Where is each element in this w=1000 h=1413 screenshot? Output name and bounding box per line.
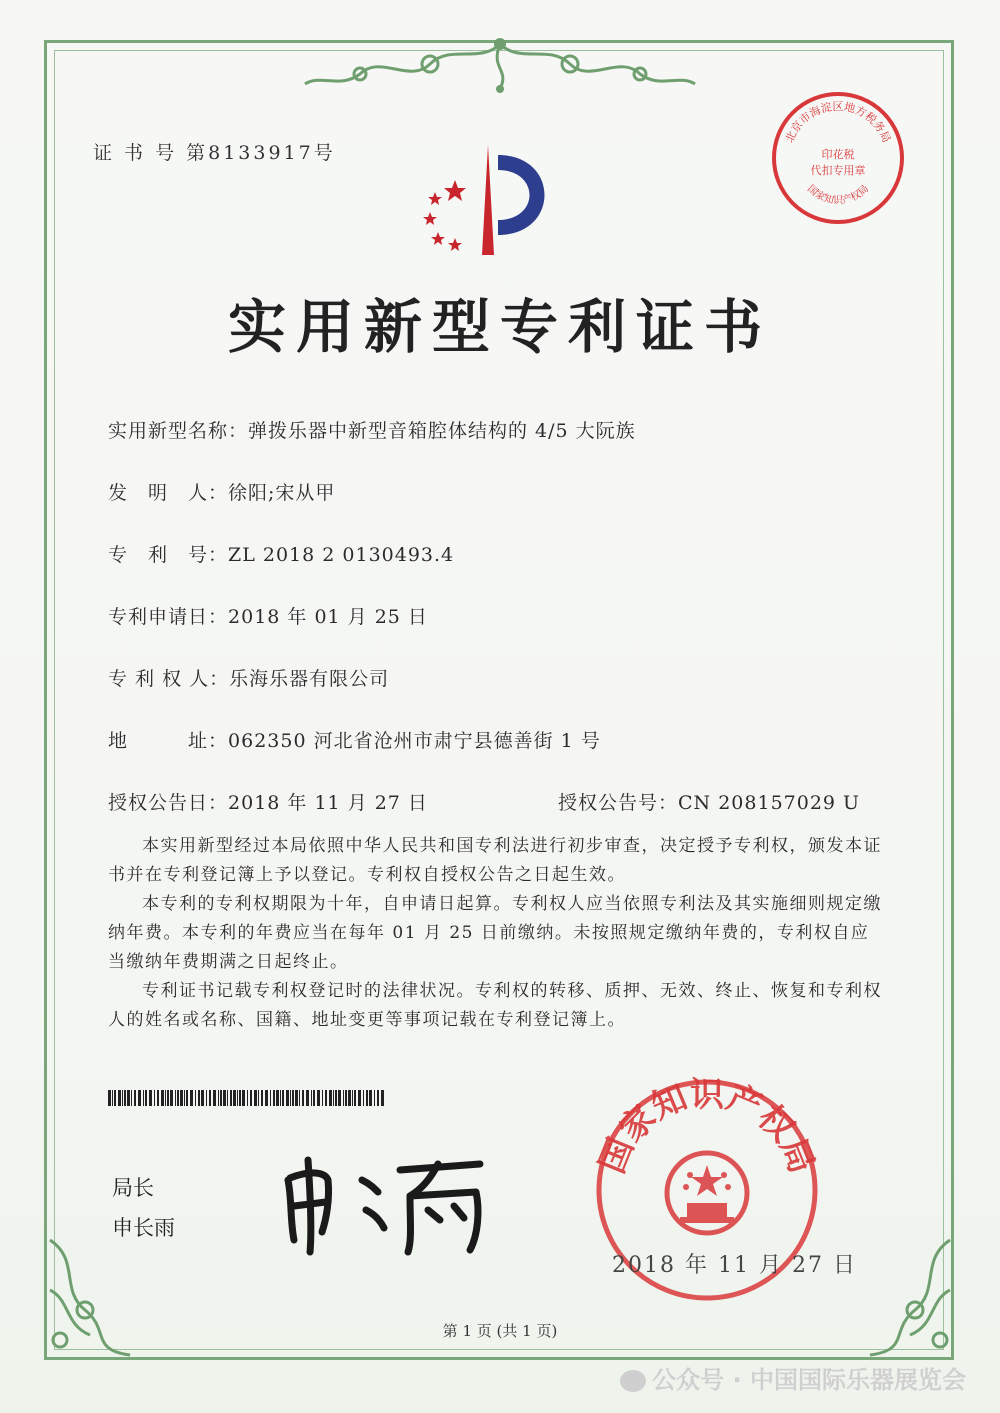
seal-date: 2018 年 11 月 27 日 [612,1253,857,1278]
field-grant-number [558,788,860,815]
watermark-text: 公众号 · 中国国际乐器展览会 [652,1366,966,1394]
field-value: 乐海乐器有限公司 [229,668,390,690]
field-value: ZL 2018 2 0130493.4 [228,544,455,566]
director-signature [270,1140,500,1260]
body-paragraph-3: 专利证书记载专利权登记时的法律状况。专利权的转移、质押、无效、终止、恢复和专利权人的姓名或名称、国籍、地址变更等事项记载在专利登记簿上。 [108,981,882,1030]
field-value: CN 208157029 U [678,792,861,814]
watermark [620,1360,966,1395]
national-seal-ring-text: 国家知识产权局 [592,1075,822,1179]
field-address [108,726,601,753]
field-patentee [108,664,389,691]
svg-text:国家知识产权局 [592,1075,822,1179]
tax-seal-line2: 代扣专用章 [810,164,866,177]
wechat-icon [620,1370,646,1392]
tax-seal-line1: 印花税 [821,148,855,161]
field-value: 2018 年 11 月 27 日 [228,792,428,814]
director-name: 申长雨 [112,1216,175,1240]
page-title: 实用新型专利证书 [227,293,772,361]
director-title: 局长 [112,1176,154,1200]
field-grant-date [108,788,428,815]
svg-text:国家知识产权局 [805,183,871,207]
field-utility-model-name [108,416,636,443]
field-label: 专 利 号： [108,544,229,566]
field-label: 授权公告日： [108,792,229,814]
tax-seal-bottom-text: 国家知识产权局 [804,183,872,207]
field-value: 062350 河北省沧州市肃宁县德善街 1 号 [228,730,601,752]
field-value: 弹拨乐器中新型音箱腔体结构的 4/5 大阮族 [248,420,636,442]
certificate-body [108,832,883,1035]
field-label: 专 利 权 人： [108,668,230,690]
patent-office-logo-icon [410,140,570,260]
barcode [108,1090,388,1106]
field-label: 专利申请日： [108,606,229,628]
field-inventor [108,478,335,505]
field-label: 地 址： [108,730,229,752]
field-label: 实用新型名称： [108,420,249,442]
top-ornament-icon [300,34,700,104]
page-number: 第 1 页 (共 1 页) [442,1322,558,1340]
tax-seal-stamp [768,88,908,228]
tax-seal-ring-text: 北京市海淀区地方税务局 [782,100,894,145]
field-label: 授权公告号： [558,792,679,814]
field-value: 徐阳;宋从甲 [228,482,336,504]
field-filing-date [108,602,428,629]
field-label: 发 明 人： [108,482,229,504]
body-paragraph-1: 本实用新型经过本局依照中华人民共和国专利法进行初步审查，决定授予专利权，颁发本证书并在专利登记簿上予以登记。专利权自授权公告之日起生效。 [108,836,882,885]
certificate-number: 证 书 号 第8133917号 [93,142,336,164]
field-value: 2018 年 01 月 25 日 [228,606,428,628]
body-paragraph-2: 本专利的专利权期限为十年，自申请日起算。专利权人应当依照专利法及其实施细则规定缴纳年费。本专利的年费应当在每年 01 月 25 日前缴纳。未按照规定缴纳年费的，专利权自应当缴纳年费期满之日起终止。 [108,894,882,972]
field-patent-number [108,540,454,567]
